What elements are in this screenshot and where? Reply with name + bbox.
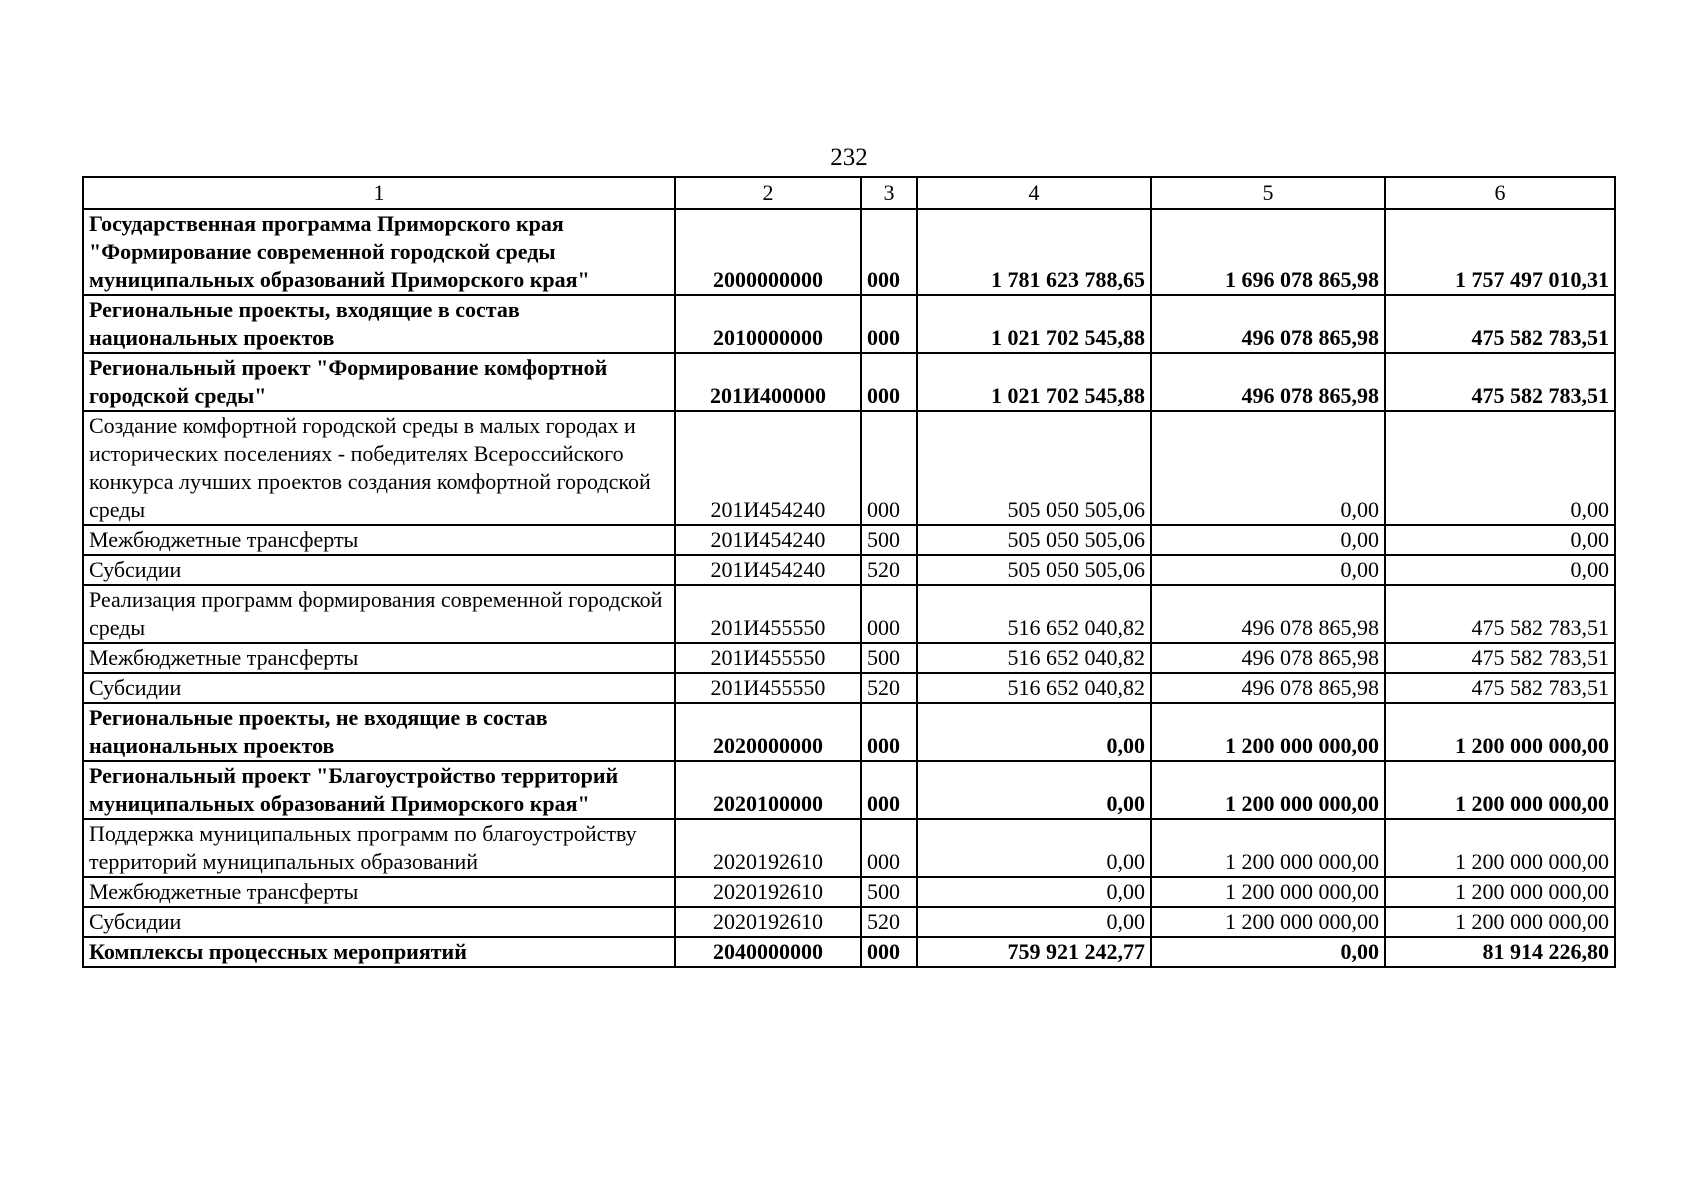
row-type-code-cell: 000 (861, 353, 917, 411)
row-amount-col4-cell: 505 050 505,06 (917, 411, 1151, 525)
budget-table-body (83, 209, 1615, 967)
budget-table (82, 176, 1616, 968)
row-type-code-cell: 000 (861, 209, 917, 295)
row-type-code-cell: 520 (861, 555, 917, 585)
row-type-code-cell: 000 (861, 411, 917, 525)
table-row (83, 907, 1615, 937)
table-row (83, 411, 1615, 525)
table-row (83, 525, 1615, 555)
row-amount-col6-cell: 1 200 000 000,00 (1385, 761, 1615, 819)
table-row (83, 761, 1615, 819)
row-amount-col5-cell: 496 078 865,98 (1151, 585, 1385, 643)
row-name-cell: Межбюджетные трансферты (83, 877, 675, 907)
row-amount-col4-cell: 1 021 702 545,88 (917, 353, 1151, 411)
table-row (83, 353, 1615, 411)
row-amount-col6-cell: 475 582 783,51 (1385, 585, 1615, 643)
table-row (83, 585, 1615, 643)
table-row (83, 673, 1615, 703)
row-amount-col5-cell: 0,00 (1151, 555, 1385, 585)
row-code-cell: 201И455550 (675, 585, 861, 643)
column-header-3: 3 (861, 177, 917, 209)
row-amount-col4-cell: 0,00 (917, 907, 1151, 937)
row-amount-col5-cell: 496 078 865,98 (1151, 353, 1385, 411)
row-amount-col5-cell: 1 696 078 865,98 (1151, 209, 1385, 295)
row-amount-col5-cell: 496 078 865,98 (1151, 643, 1385, 673)
row-name-cell: Государственная программа Приморского края "Формирование современной городской среды муниципальных образований Приморского края" (83, 209, 675, 295)
row-amount-col6-cell: 475 582 783,51 (1385, 295, 1615, 353)
row-amount-col4-cell: 505 050 505,06 (917, 555, 1151, 585)
row-code-cell: 2040000000 (675, 937, 861, 967)
table-row (83, 937, 1615, 967)
table-row (83, 209, 1615, 295)
table-row (83, 643, 1615, 673)
table-row (83, 877, 1615, 907)
row-name-cell: Создание комфортной городской среды в малых городах и исторических поселениях - победителях Всероссийского конкурса лучших проектов создания комфортной городской среды (83, 411, 675, 525)
column-number-header-row (83, 177, 1615, 209)
row-type-code-cell: 000 (861, 937, 917, 967)
row-type-code-cell: 500 (861, 525, 917, 555)
row-amount-col5-cell: 1 200 000 000,00 (1151, 761, 1385, 819)
row-amount-col4-cell: 759 921 242,77 (917, 937, 1151, 967)
table-row (83, 555, 1615, 585)
row-amount-col6-cell: 0,00 (1385, 411, 1615, 525)
row-amount-col4-cell: 516 652 040,82 (917, 643, 1151, 673)
row-amount-col4-cell: 505 050 505,06 (917, 525, 1151, 555)
row-name-cell: Субсидии (83, 673, 675, 703)
row-amount-col6-cell: 1 200 000 000,00 (1385, 819, 1615, 877)
row-code-cell: 2020192610 (675, 819, 861, 877)
row-name-cell: Региональные проекты, не входящие в состав национальных проектов (83, 703, 675, 761)
row-code-cell: 201И454240 (675, 555, 861, 585)
column-header-6: 6 (1385, 177, 1615, 209)
row-type-code-cell: 000 (861, 295, 917, 353)
row-code-cell: 2010000000 (675, 295, 861, 353)
row-amount-col6-cell: 1 200 000 000,00 (1385, 877, 1615, 907)
row-amount-col4-cell: 1 021 702 545,88 (917, 295, 1151, 353)
row-amount-col5-cell: 0,00 (1151, 411, 1385, 525)
row-code-cell: 201И400000 (675, 353, 861, 411)
row-name-cell: Межбюджетные трансферты (83, 643, 675, 673)
row-name-cell: Субсидии (83, 555, 675, 585)
row-code-cell: 2020000000 (675, 703, 861, 761)
row-name-cell: Региональный проект "Формирование комфортной городской среды" (83, 353, 675, 411)
column-header-4: 4 (917, 177, 1151, 209)
row-amount-col6-cell: 0,00 (1385, 525, 1615, 555)
row-name-cell: Межбюджетные трансферты (83, 525, 675, 555)
row-code-cell: 201И455550 (675, 673, 861, 703)
row-name-cell: Региональный проект "Благоустройство территорий муниципальных образований Приморского края" (83, 761, 675, 819)
row-amount-col5-cell: 0,00 (1151, 937, 1385, 967)
row-type-code-cell: 500 (861, 877, 917, 907)
row-amount-col4-cell: 0,00 (917, 819, 1151, 877)
row-amount-col5-cell: 1 200 000 000,00 (1151, 703, 1385, 761)
row-amount-col4-cell: 0,00 (917, 761, 1151, 819)
column-header-1: 1 (83, 177, 675, 209)
row-name-cell: Региональные проекты, входящие в состав национальных проектов (83, 295, 675, 353)
row-code-cell: 2020192610 (675, 877, 861, 907)
row-code-cell: 2020192610 (675, 907, 861, 937)
row-amount-col5-cell: 1 200 000 000,00 (1151, 907, 1385, 937)
row-type-code-cell: 000 (861, 703, 917, 761)
row-amount-col6-cell: 1 200 000 000,00 (1385, 703, 1615, 761)
row-code-cell: 2020100000 (675, 761, 861, 819)
row-amount-col4-cell: 0,00 (917, 703, 1151, 761)
row-amount-col5-cell: 1 200 000 000,00 (1151, 819, 1385, 877)
row-amount-col6-cell: 1 200 000 000,00 (1385, 907, 1615, 937)
row-amount-col5-cell: 496 078 865,98 (1151, 295, 1385, 353)
column-header-2: 2 (675, 177, 861, 209)
row-amount-col4-cell: 0,00 (917, 877, 1151, 907)
row-amount-col5-cell: 496 078 865,98 (1151, 673, 1385, 703)
row-type-code-cell: 000 (861, 585, 917, 643)
row-amount-col6-cell: 475 582 783,51 (1385, 673, 1615, 703)
row-name-cell: Реализация программ формирования современной городской среды (83, 585, 675, 643)
row-amount-col4-cell: 516 652 040,82 (917, 585, 1151, 643)
row-amount-col6-cell: 475 582 783,51 (1385, 643, 1615, 673)
row-name-cell: Комплексы процессных мероприятий (83, 937, 675, 967)
row-code-cell: 201И454240 (675, 525, 861, 555)
row-amount-col6-cell: 475 582 783,51 (1385, 353, 1615, 411)
row-code-cell: 201И454240 (675, 411, 861, 525)
row-code-cell: 201И455550 (675, 643, 861, 673)
table-row (83, 295, 1615, 353)
row-code-cell: 2000000000 (675, 209, 861, 295)
row-amount-col4-cell: 1 781 623 788,65 (917, 209, 1151, 295)
row-name-cell: Субсидии (83, 907, 675, 937)
row-amount-col4-cell: 516 652 040,82 (917, 673, 1151, 703)
row-amount-col6-cell: 81 914 226,80 (1385, 937, 1615, 967)
page-number: 232 (830, 144, 868, 171)
row-amount-col6-cell: 0,00 (1385, 555, 1615, 585)
table-row (83, 703, 1615, 761)
row-type-code-cell: 520 (861, 907, 917, 937)
row-type-code-cell: 000 (861, 761, 917, 819)
row-amount-col5-cell: 1 200 000 000,00 (1151, 877, 1385, 907)
row-type-code-cell: 500 (861, 643, 917, 673)
row-name-cell: Поддержка муниципальных программ по благоустройству территорий муниципальных образований (83, 819, 675, 877)
row-type-code-cell: 520 (861, 673, 917, 703)
column-header-5: 5 (1151, 177, 1385, 209)
row-type-code-cell: 000 (861, 819, 917, 877)
table-row (83, 819, 1615, 877)
row-amount-col6-cell: 1 757 497 010,31 (1385, 209, 1615, 295)
row-amount-col5-cell: 0,00 (1151, 525, 1385, 555)
